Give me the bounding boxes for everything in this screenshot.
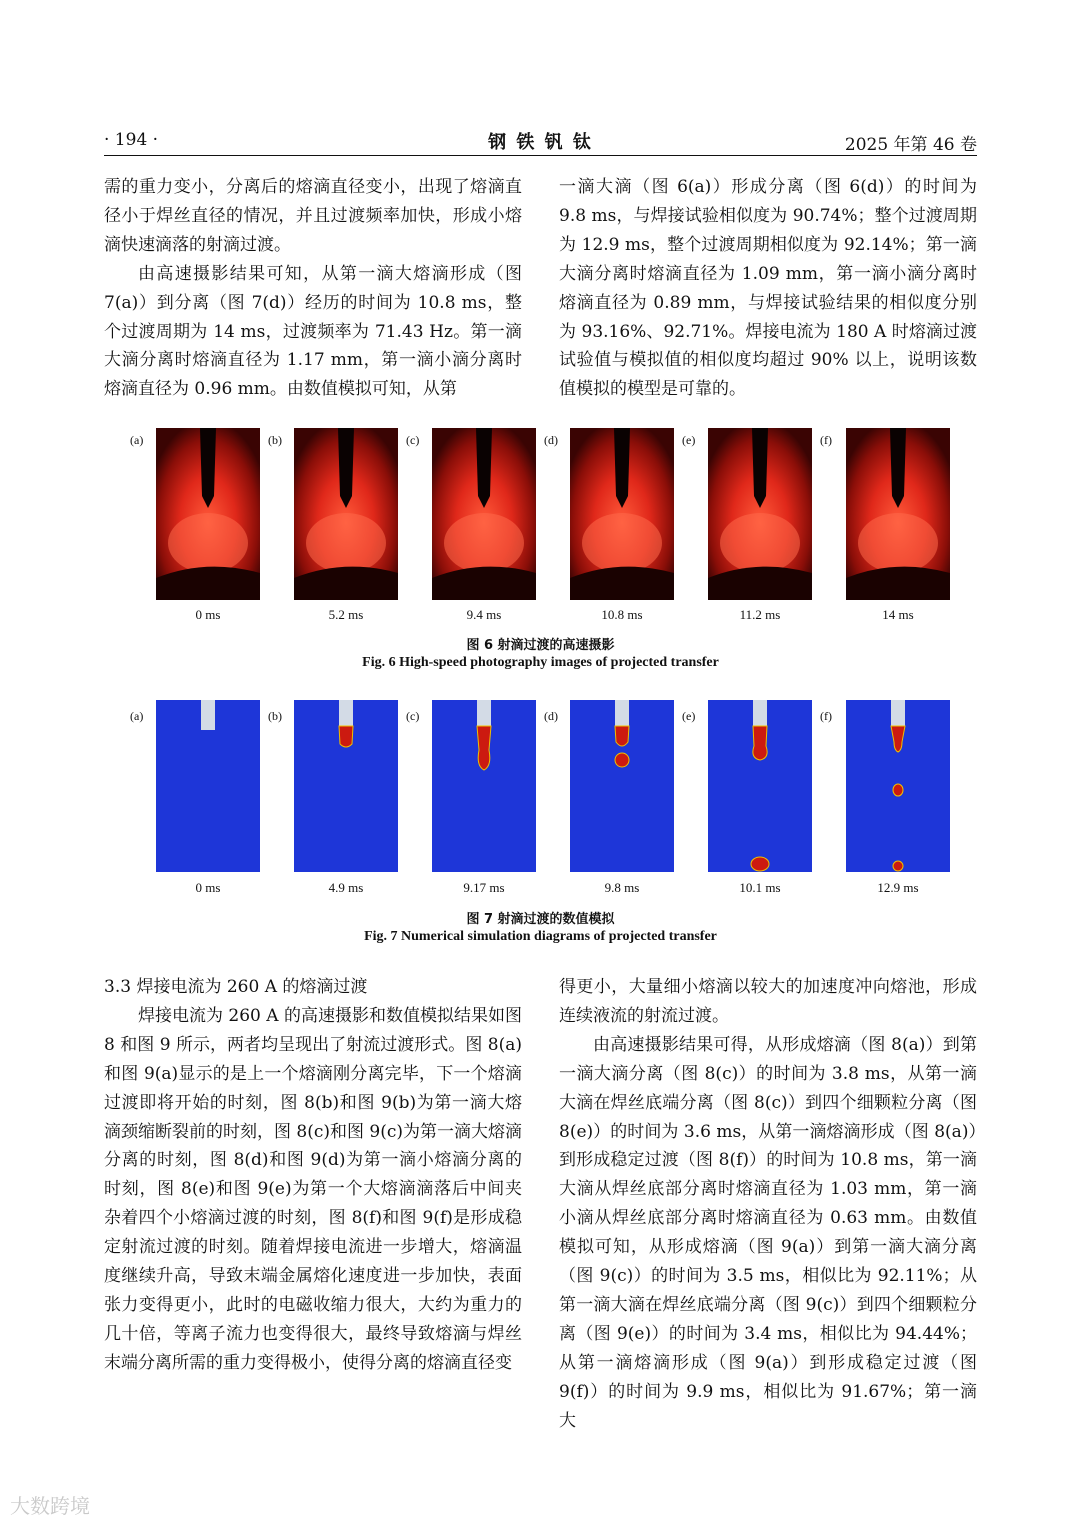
text-column-top-right (559, 173, 977, 404)
time-label: 5.2 ms (328, 607, 364, 622)
panel-label: (f) (820, 709, 832, 723)
paragraph: 一滴大滴（图 6(a)）形成分离（图 6(d)）的时间为 9.8 ms，与焊接试验相似度为 90.74%；整个过渡周期为 12.9 ms，整个过渡周期相似度为 92.14%；第一滴大滴分离时熔滴直径为 1.09 mm，第一滴小滴分离时熔滴直径为 0.89 mm，与焊接试验结果的相似度分别为 93.16%、92.71%。焊接电流为 180 A 时熔滴过渡试验值与模拟值的相似度均超过 90% 以上，说明该数值模拟的模型是可靠的。 (559, 177, 977, 400)
figure-6-caption-en: Fig. 6 High-speed photography images of projected transfer (362, 655, 719, 670)
time-label: 9.4 ms (466, 607, 502, 622)
simulation-panel (570, 700, 674, 872)
panel-label: (b) (268, 433, 282, 447)
time-label: 10.8 ms (601, 607, 643, 622)
text-column-bottom-left (104, 973, 522, 1378)
panel-label: (a) (130, 709, 144, 723)
panel-label: (b) (268, 709, 282, 723)
figure-7-caption-en: Fig. 7 Numerical simulation diagrams of projected transfer (364, 929, 717, 944)
time-label: 12.9 ms (877, 880, 919, 895)
panel-label: (f) (820, 433, 832, 447)
panel-label: (c) (406, 709, 420, 723)
running-header (104, 128, 977, 156)
watermark: 大数跨境 (10, 1494, 90, 1518)
panel-label: (e) (682, 433, 696, 447)
photo-panel (846, 428, 950, 600)
text-column-bottom-right (559, 973, 977, 1436)
panel-label: (d) (544, 709, 558, 723)
photo-panel (570, 428, 674, 600)
time-label: 14 ms (882, 607, 914, 622)
photo-panel (432, 428, 536, 600)
header-rule (104, 155, 977, 156)
simulation-panel (708, 700, 812, 872)
paragraph: 得更小，大量细小熔滴以较大的加速度冲向熔池，形成连续液流的射流过渡。 (559, 977, 977, 1026)
simulation-panel (432, 700, 536, 872)
panel-label: (d) (544, 433, 558, 447)
page-number: · 194 · (104, 130, 159, 150)
panel-label: (a) (130, 433, 144, 447)
time-label: 11.2 ms (739, 607, 781, 622)
panel-label: (c) (406, 433, 420, 447)
simulation-panel (294, 700, 398, 872)
panel-label: (e) (682, 709, 696, 723)
simulation-panel (846, 700, 950, 872)
paragraph: 焊接电流为 260 A 的高速摄影和数值模拟结果如图 8 和图 9 所示，两者均呈现出了射流过渡形式。图 8(a)和图 9(a)显示的是上一个熔滴刚分离完毕，下一个熔滴过渡即将开始的时刻，图 8(b)和图 9(b)为第一滴大熔滴颈缩断裂前的时刻，图 8(c)和图 9(c)为第一滴大熔滴分离的时刻，图 8(d)和图 9(d)为第一滴小熔滴分离的时刻，图 8(e)和图 9(e)为第一个大熔滴滴落后中间夹杂着四个小熔滴过渡的时刻，图 8(f)和图 9(f)是形成稳定射流过渡的时刻。随着焊接电流进一步增大，熔滴温度继续升高，导致末端金属熔化速度进一步加快，表面张力变得更小，此时的电磁收缩力很大，大约为重力的几十倍，等离子流力也变得很大，最终导致熔滴与焊丝末端分离所需的重力变得极小，使得分离的熔滴直径变 (104, 1005, 523, 1373)
simulation-panel (156, 700, 260, 872)
time-label: 9.8 ms (604, 880, 640, 895)
time-label: 9.17 ms (463, 880, 505, 895)
time-label: 4.9 ms (328, 880, 364, 895)
time-label: 10.1 ms (739, 880, 781, 895)
text-column-top-left (104, 173, 522, 404)
photo-panel (294, 428, 398, 600)
paragraph: 由高速摄影结果可知，从第一滴大熔滴形成（图 7(a)）到分离（图 7(d)）经历的时间为 10.8 ms，整个过渡周期为 14 ms，过渡频率为 71.43 Hz。第一滴大滴分离时熔滴直径为 1.17 mm，第一滴小滴分离时熔滴直径为 0.96 mm。由数值模拟可知，从第 (104, 263, 522, 400)
figure-7-caption-cn: 图 7 射滴过渡的数值模拟 (466, 912, 615, 927)
journal-title: 钢 铁 钒 钛 (488, 132, 593, 153)
issue-label: 2025 年第 46 卷 (844, 135, 977, 155)
section-heading: 3.3 焊接电流为 260 A 的熔滴过渡 (104, 977, 368, 997)
paragraph: 需的重力变小，分离后的熔滴直径变小，出现了熔滴直径小于焊丝直径的情况，并且过渡频率加快，形成小熔滴快速滴落的射滴过渡。 (104, 177, 522, 255)
photo-panel (156, 428, 260, 600)
paragraph: 由高速摄影结果可得，从形成熔滴（图 8(a)）到第一滴大滴分离（图 8(c)）的时间为 3.8 ms，从第一滴大滴在焊丝底端分离（图 8(c)）到四个细颗粒分离（图 8(e)）的时间为 3.6 ms，从第一滴熔滴形成（图 8(a)）到形成稳定过渡（图 8(f)）的时间为 10.8 ms，第一滴大滴从焊丝底部分离时熔滴直径为 1.03 mm，第一滴小滴从焊丝底部分离时熔滴直径为 0.63 mm。由数值模拟可知，从形成熔滴（图 9(a)）到第一滴大滴分离（图 9(c)）的时间为 3.5 ms，相似比为 92.11%；从第一滴大滴在焊丝底端分离（图 9(c)）到四个细颗粒分离（图 9(e)）的时间为 3.4 ms，相似比为 94.44%；从第一滴熔滴形成（图 9(a)）到形成稳定过渡（图 9(f)）的时间为 9.9 ms，相似比为 91.67%；第一滴大 (559, 1034, 977, 1431)
figure-6-caption-cn: 图 6 射滴过渡的高速摄影 (466, 638, 615, 653)
time-label: 0 ms (195, 880, 221, 895)
time-label: 0 ms (195, 607, 221, 622)
photo-panel (708, 428, 812, 600)
